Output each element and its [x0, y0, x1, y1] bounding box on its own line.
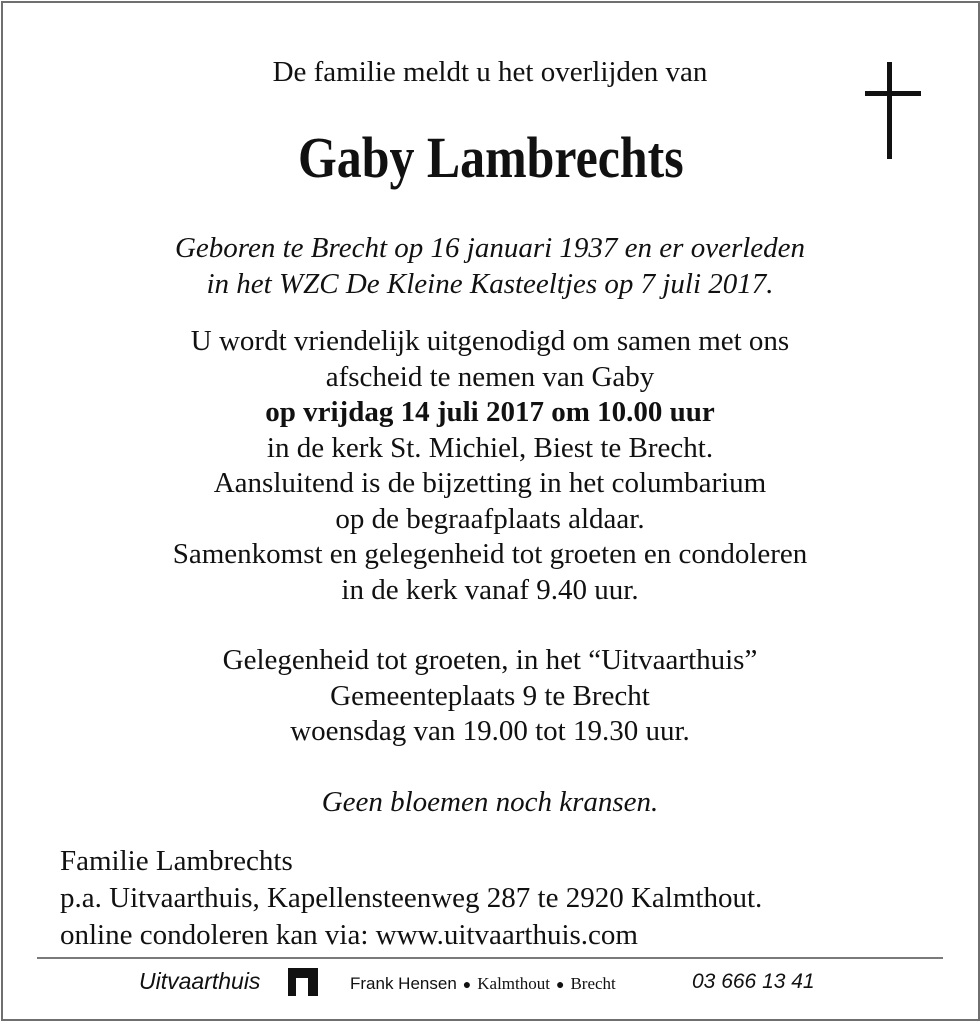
deceased-name: Gaby Lambrechts: [297, 125, 684, 190]
bullet-icon: ●: [462, 976, 472, 992]
visitation-line: woensdag van 19.00 tot 19.30 uur.: [290, 715, 690, 747]
funeral-director-info: [350, 974, 616, 994]
invite-line: Aansluitend is de bijzetting in het columbarium: [213, 467, 767, 499]
intro-line: De familie meldt u het overlijden van: [272, 56, 708, 88]
funeral-date: op vrijdag 14 juli 2017 om 10.00 uur: [265, 396, 715, 428]
location-brecht: Brecht: [570, 974, 616, 993]
funeral-home-brand: Uitvaarthuis: [139, 968, 261, 994]
funeral-home-footer: [0, 962, 980, 1006]
family-address: p.a. Uitvaarthuis, Kapellensteenweg 287 te 2920 Kalmthout.: [60, 882, 763, 914]
death-line: in het WZC De Kleine Kasteeltjes op 7 juli 2017.: [206, 268, 774, 300]
bullet-icon: ●: [555, 976, 565, 992]
uitvaarthuis-logo-icon: [288, 966, 318, 996]
family-contact: [60, 843, 762, 954]
funeral-invitation: [0, 324, 980, 608]
visitation-info: [0, 643, 980, 750]
invite-line: in de kerk vanaf 9.40 uur.: [341, 573, 639, 606]
visitation-line: Gemeenteplaats 9 te Brecht: [330, 679, 650, 712]
location-kalmthout: Kalmthout: [477, 974, 550, 993]
invite-line: op de begraafplaats aldaar.: [335, 502, 645, 535]
no-flowers-note: Geen bloemen noch kransen.: [321, 786, 659, 818]
visitation-line: Gelegenheid tot groeten, in het “Uitvaarthuis”: [222, 644, 758, 676]
family-name: Familie Lambrechts: [60, 845, 293, 877]
birth-line: Geboren te Brecht op 16 januari 1937 en er overleden: [174, 232, 806, 264]
invite-line: Samenkomst en gelegenheid tot groeten en condoleren: [172, 538, 808, 570]
online-condolence: online condoleren kan via: www.uitvaarthuis.com: [60, 919, 638, 951]
footer-divider: [37, 957, 943, 959]
invite-line: in de kerk St. Michiel, Biest te Brecht.: [266, 431, 714, 464]
invite-line: afscheid te nemen van Gaby: [325, 360, 655, 393]
invite-line: U wordt vriendelijk uitgenodigd om samen met ons: [190, 325, 790, 357]
director-name: Frank Hensen: [350, 974, 457, 993]
birth-death-info: [0, 230, 980, 302]
phone-number: 03 666 13 41: [692, 970, 815, 993]
